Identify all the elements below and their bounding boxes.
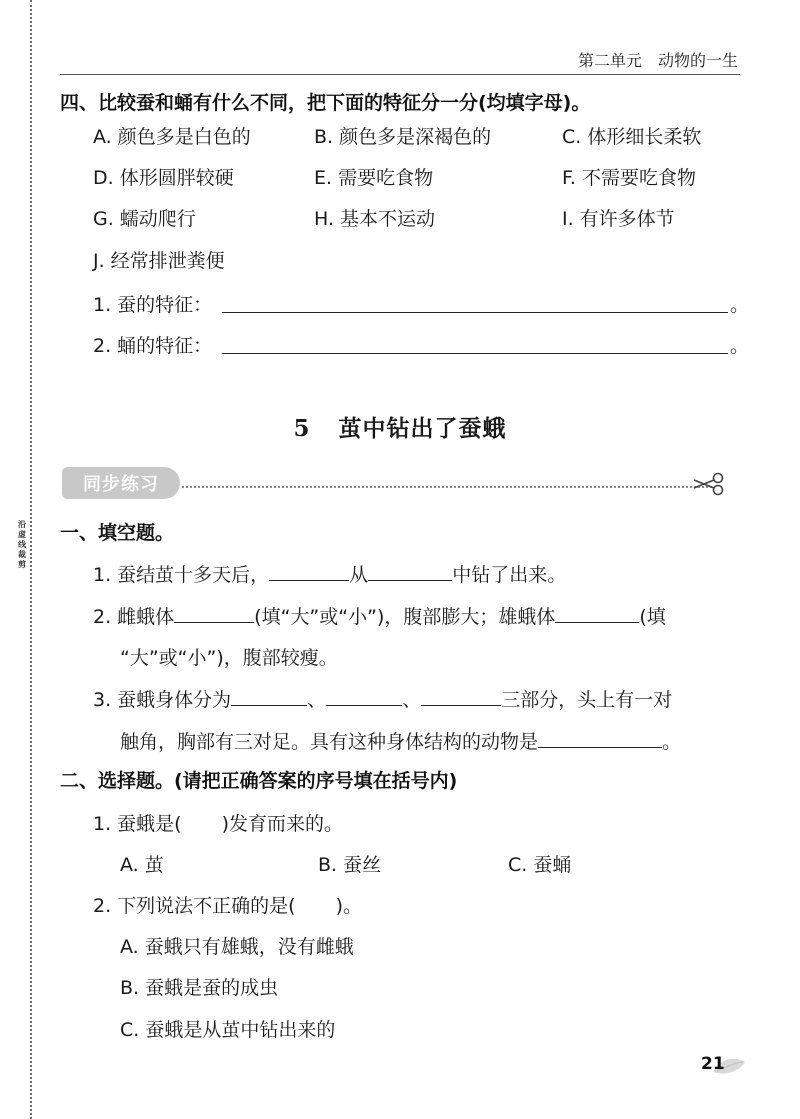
option-g: G. 蠕动爬行 (93, 208, 196, 230)
fill-q3-text-a: 3. 蚕蛾身体分为 (93, 689, 232, 711)
option-d: D. 体形圆胖较硬 (93, 167, 234, 189)
fill-q3-continued (120, 727, 681, 754)
choice-heading: 二、选择题。(请把正确答案的序号填在括号内) (60, 770, 458, 792)
fill-q1-text-c: 中钻了出来。 (452, 564, 567, 586)
fill-q2-text-a: 2. 雌蛾体 (93, 606, 175, 628)
silkworm-features-label: 1. 蚕的特征： (93, 294, 213, 316)
choice-q2-option-a: A. 蚕蛾只有雄蛾，没有雌蛾 (120, 936, 354, 958)
practice-label: 同步练习 (83, 474, 159, 495)
option-h: H. 基本不运动 (314, 208, 436, 230)
fill-q3-blank-2[interactable] (326, 685, 402, 706)
option-i: I. 有许多体节 (562, 208, 675, 230)
silkworm-features-blank[interactable] (222, 312, 728, 313)
cut-guide-line (30, 0, 32, 1119)
option-c: C. 体形细长柔软 (562, 126, 702, 148)
fill-q2-continued: “大”或“小”)，腹部较瘦。 (120, 647, 338, 669)
fill-q3-end: 。 (662, 731, 682, 753)
choice-q1 (93, 809, 343, 836)
fill-q3-sep: 、 (402, 689, 422, 711)
fill-q1-text-a: 1. 蚕结茧十多天后， (93, 564, 270, 586)
fill-q2-text-b: (填“大”或“小”)，腹部膨大；雄蛾体 (254, 606, 556, 628)
practice-dotted-rule (182, 486, 712, 488)
fill-q2-blank-1[interactable] (174, 602, 254, 623)
end-mark: 。 (730, 294, 750, 316)
choice-q2-option-c: C. 蚕蛾是从茧中钻出来的 (120, 1019, 336, 1041)
option-b: B. 颜色多是深褐色的 (314, 126, 492, 148)
end-mark: 。 (730, 335, 750, 357)
choice-q1-option-a: A. 茧 (120, 854, 164, 876)
choice-q1-option-c: C. 蚕蛹 (508, 854, 572, 876)
header-rule (60, 74, 740, 75)
cut-label: 沿虚线裁剪 (18, 520, 26, 569)
fill-q3-blank-1[interactable] (231, 685, 307, 706)
lesson-title-text: 茧中钻出了蚕蛾 (338, 416, 507, 442)
option-e: E. 需要吃食物 (314, 167, 434, 189)
option-a: A. 颜色多是白色的 (93, 126, 251, 148)
section4-heading: 四、比较蚕和蛹有什么不同，把下面的特征分一分(均填字母)。 (60, 92, 591, 114)
practice-tag (62, 467, 180, 499)
fill-q2-blank-2[interactable] (555, 602, 639, 623)
fill-q3-text-c: 触角，胸部有三对足。具有这种身体结构的动物是 (120, 731, 539, 753)
choice-q2-text-a: 2. 下列说法不正确的是( (93, 895, 296, 917)
fill-q3-sep: 、 (307, 689, 327, 711)
choice-q2 (93, 891, 362, 918)
option-f: F. 不需要吃食物 (562, 167, 696, 189)
lesson-number: 5 (293, 415, 311, 442)
unit-title: 第二单元 动物的一生 (577, 51, 738, 70)
choice-q1-text-a: 1. 蚕蛾是( (93, 813, 182, 835)
lesson-title (0, 410, 800, 443)
fill-q3-text-b: 三部分，头上有一对 (501, 689, 673, 711)
choice-q1-text-b: )发育而来的。 (221, 813, 344, 835)
choice-q2-text-b: )。 (335, 895, 363, 917)
fill-q3 (93, 685, 672, 712)
page-number: 21 (701, 1054, 725, 1074)
fill-q2 (93, 602, 666, 629)
pupa-features-label: 2. 蛹的特征： (93, 335, 213, 357)
page-number-badge (695, 1052, 747, 1078)
scissors-icon (692, 471, 726, 497)
fill-q1-text-b: 从 (349, 564, 369, 586)
fill-heading: 一、填空题。 (60, 522, 175, 544)
fill-q3-blank-4[interactable] (538, 727, 662, 748)
option-j: J. 经常排泄粪便 (93, 250, 225, 272)
fill-q1-blank-2[interactable] (368, 560, 452, 581)
fill-q2-text-c: (填 (639, 606, 666, 628)
fill-q1 (93, 560, 566, 587)
pupa-features-blank[interactable] (222, 353, 728, 354)
choice-q2-option-b: B. 蚕蛾是蚕的成虫 (120, 977, 279, 999)
choice-q1-option-b: B. 蚕丝 (318, 854, 382, 876)
fill-q1-blank-1[interactable] (269, 560, 349, 581)
fill-q3-blank-3[interactable] (421, 685, 501, 706)
